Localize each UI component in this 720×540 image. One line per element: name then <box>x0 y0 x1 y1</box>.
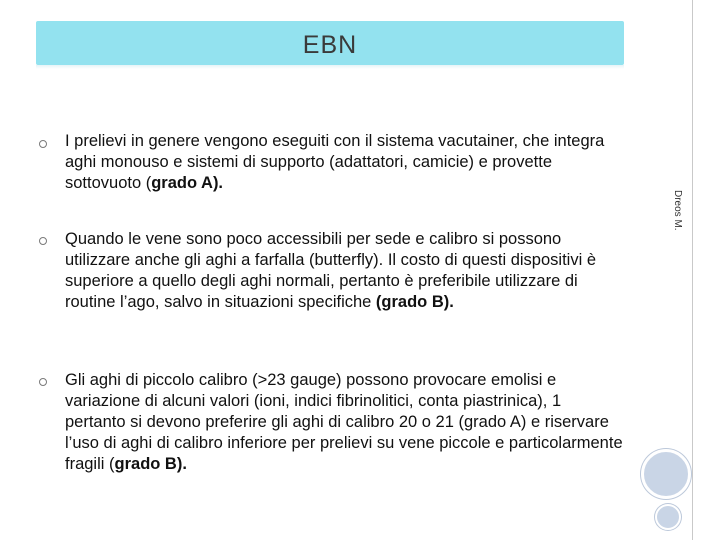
bullet-3-text <box>65 370 625 475</box>
slide-title: EBN <box>302 31 358 59</box>
bullet-1-body: I prelievi in genere vengono eseguiti con il sistema vacutainer, che integra aghi monouso e sistemi di supporto (adattatori, camicie) e provette sottovuoto ( <box>65 132 605 192</box>
bullet-2-text <box>65 229 625 313</box>
bullet-2-body: Quando le vene sono poco accessibili per sede e calibro si possono utilizzare anche gli aghi a farfalla (butterfly). Il costo di questi dispositivi è superiore a quello degli aghi normali, pertanto è preferibile utilizzare di routine l’ago, salvo in situazioni specifiche <box>65 230 597 311</box>
bullet-2-grade: (grado B). <box>375 293 454 311</box>
bullet-3-body: Gli aghi di piccolo calibro (>23 gauge) possono provocare emolisi e variazione di alcuni valori (ioni, indici fibrinolitici, conta piastrinica), 1 pertanto si devono preferire gli aghi di calibro 20 o 21 (grado A) e riservare l’uso di aghi di calibro inferiore per prelievi su vene piccole e particolarmente fragili ( <box>65 371 623 473</box>
bullet-1-icon <box>39 140 47 148</box>
decor-circle-large <box>641 449 691 499</box>
decor-circle-small <box>655 504 681 530</box>
right-divider-line <box>692 0 693 540</box>
bullet-3-grade: grado B). <box>114 455 187 473</box>
author-label: Dreos M. <box>672 190 683 231</box>
bullet-2-icon <box>39 237 47 245</box>
bullet-3-icon <box>39 378 47 386</box>
title-band-shadow <box>36 65 624 69</box>
bullet-1-text <box>65 131 625 194</box>
bullet-1-grade: grado A). <box>151 174 224 192</box>
